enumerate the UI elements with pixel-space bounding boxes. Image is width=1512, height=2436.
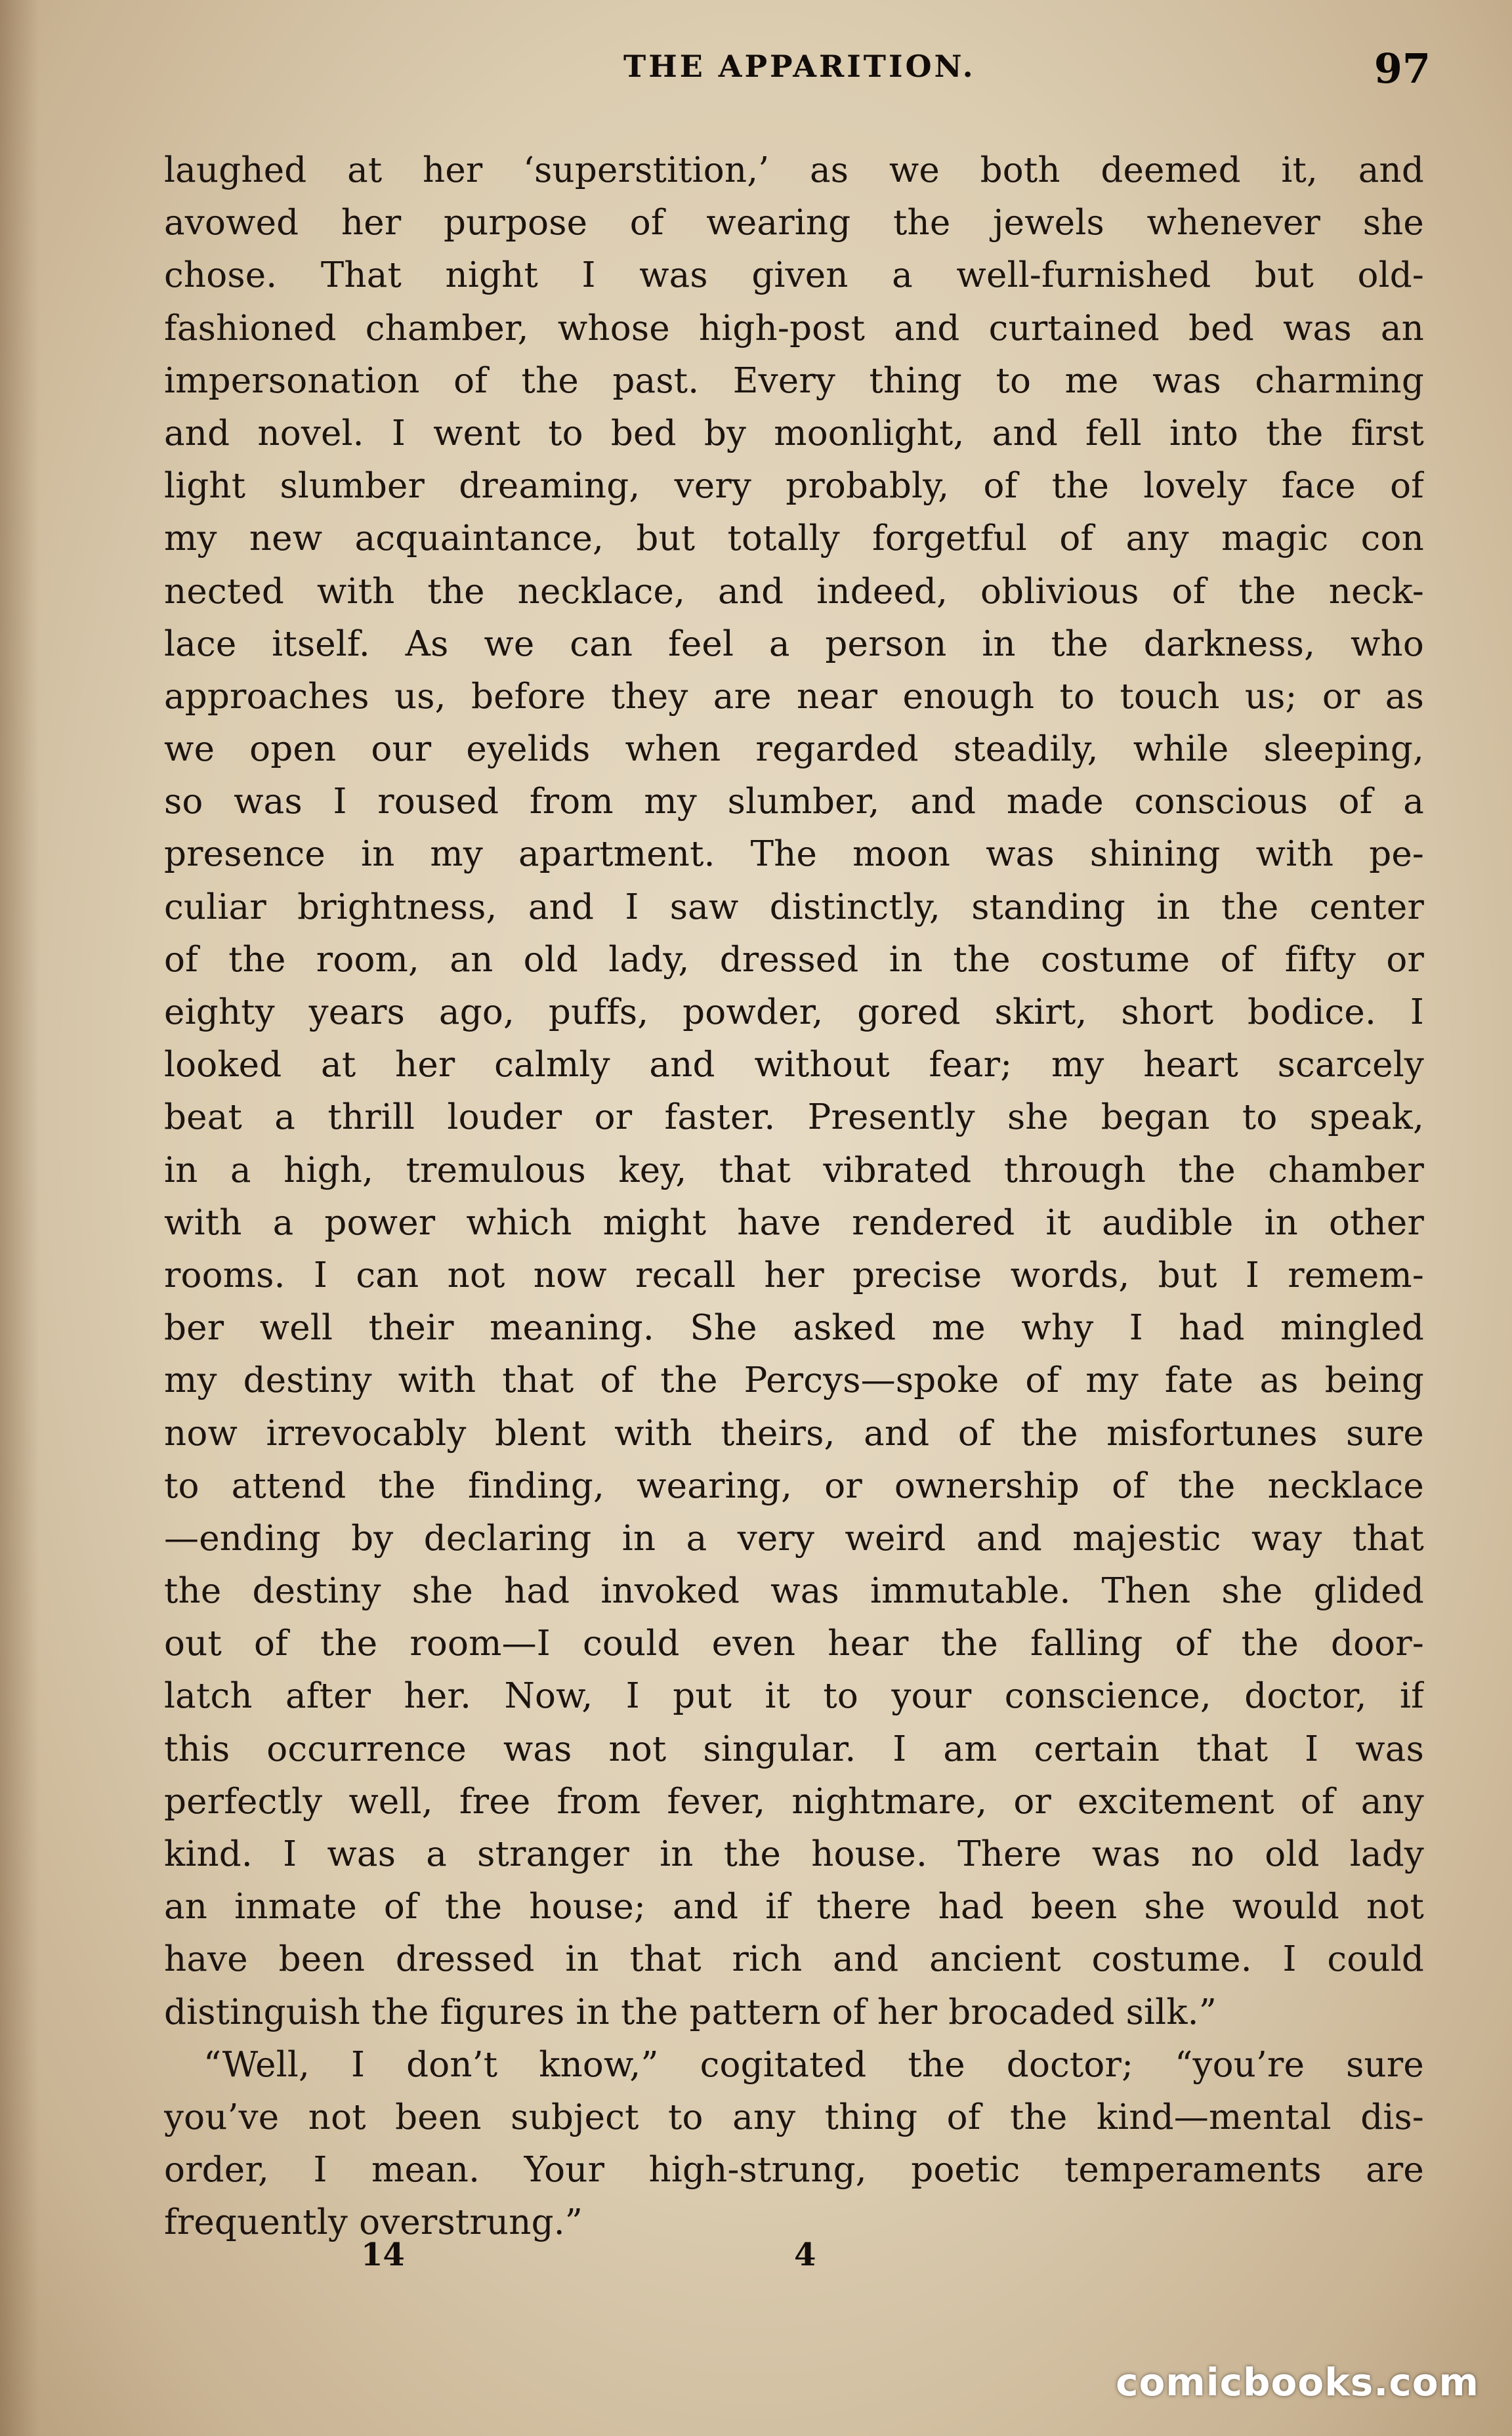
text-line: “Well, I don’t know,” cogitated the doctor; “you’re sure — [203, 2044, 1424, 2085]
text-line: avowed her purpose of wearing the jewels whenever she — [164, 203, 1424, 243]
text-line: now irrevocably blent with theirs, and of the misfortunes sure — [164, 1413, 1424, 1454]
text-line: we open our eyelids when regarded steadily, while sleeping, — [164, 729, 1424, 770]
text-line: kind. I was a stranger in the house. There was no old lady — [164, 1834, 1424, 1874]
text-line: perfectly well, free from fever, nightmare, or excitement of any — [164, 1781, 1424, 1822]
signature-mark: 14 — [361, 2236, 405, 2273]
text-line: fashioned chamber, whose high-post and curtained bed was an — [164, 308, 1424, 348]
text-line: beat a thrill louder or faster. Presently she began to speak, — [164, 1097, 1424, 1138]
page-footer — [164, 2236, 1444, 2289]
text-line: and novel. I went to bed by moonlight, and fell into the first — [164, 413, 1424, 453]
text-line: the destiny she had invoked was immutable. Then she glided — [164, 1571, 1424, 1612]
text-line: distinguish the figures in the pattern of her brocaded silk.” — [164, 1992, 1217, 2032]
text-line: so was I roused from my slumber, and made conscious of a — [164, 782, 1424, 822]
body-text — [164, 144, 1424, 2251]
text-line: latch after her. Now, I put it to your conscience, doctor, if — [164, 1676, 1424, 1717]
text-line: eighty years ago, puffs, powder, gored skirt, short bodice. I — [164, 992, 1424, 1032]
text-line: chose. That night I was given a well-furnished but old- — [164, 255, 1424, 296]
text-line: nected with the necklace, and indeed, oblivious of the neck- — [164, 571, 1424, 612]
site-watermark: comicbooks.com — [1116, 2360, 1479, 2404]
text-line: to attend the finding, wearing, or ownership of the necklace — [164, 1465, 1424, 1506]
text-line: order, I mean. Your high-strung, poetic temperaments are — [164, 2150, 1424, 2191]
text-line: my new acquaintance, but totally forgetful of any magic con — [164, 518, 1424, 559]
text-line: an inmate of the house; and if there had been she would not — [164, 1887, 1424, 1927]
text-line: my destiny with that of the Percys—spoke of my fate as being — [164, 1360, 1424, 1401]
text-line: ber well their meaning. She asked me why I had mingled — [164, 1308, 1424, 1349]
text-line: lace itself. As we can feel a person in the darkness, who — [164, 623, 1424, 664]
text-line: approaches us, before they are near enough to touch us; or as — [164, 676, 1424, 717]
text-line: out of the room—I could even hear the falling of the door- — [164, 1624, 1424, 1664]
text-line: with a power which might have rendered it audible in other — [164, 1202, 1424, 1243]
text-line: have been dressed in that rich and ancient costume. I could — [164, 1939, 1424, 1980]
text-line: presence in my apartment. The moon was shining with pe- — [164, 834, 1424, 875]
text-line: frequently overstrung.” — [164, 2202, 583, 2243]
page-number: 97 — [1374, 45, 1431, 93]
text-line: you’ve not been subject to any thing of the kind—mental dis- — [164, 2097, 1424, 2137]
text-line: this occurrence was not singular. I am certain that I was — [164, 1729, 1424, 1769]
text-line: looked at her calmly and without fear; my heart scarcely — [164, 1045, 1424, 1085]
text-line: laughed at her ‘superstition,’ as we both deemed it, and — [164, 150, 1424, 190]
page-edge-shadow — [0, 0, 39, 2436]
text-line: impersonation of the past. Every thing to me was charming — [164, 360, 1424, 401]
signature-mark-secondary: 4 — [794, 2236, 816, 2273]
text-line: —ending by declaring in a very weird and majestic way that — [164, 1518, 1424, 1559]
text-line: of the room, an old lady, dressed in the costume of fifty or — [164, 939, 1424, 980]
page-header — [164, 42, 1444, 94]
text-line: in a high, tremulous key, that vibrated through the chamber — [164, 1150, 1424, 1190]
text-line: light slumber dreaming, very probably, of the lovely face of — [164, 466, 1424, 507]
text-line: culiar brightness, and I saw distinctly, standing in the center — [164, 887, 1424, 927]
text-line: rooms. I can not now recall her precise words, but I remem- — [164, 1255, 1424, 1295]
running-head: THE APPARITION. — [623, 49, 976, 84]
